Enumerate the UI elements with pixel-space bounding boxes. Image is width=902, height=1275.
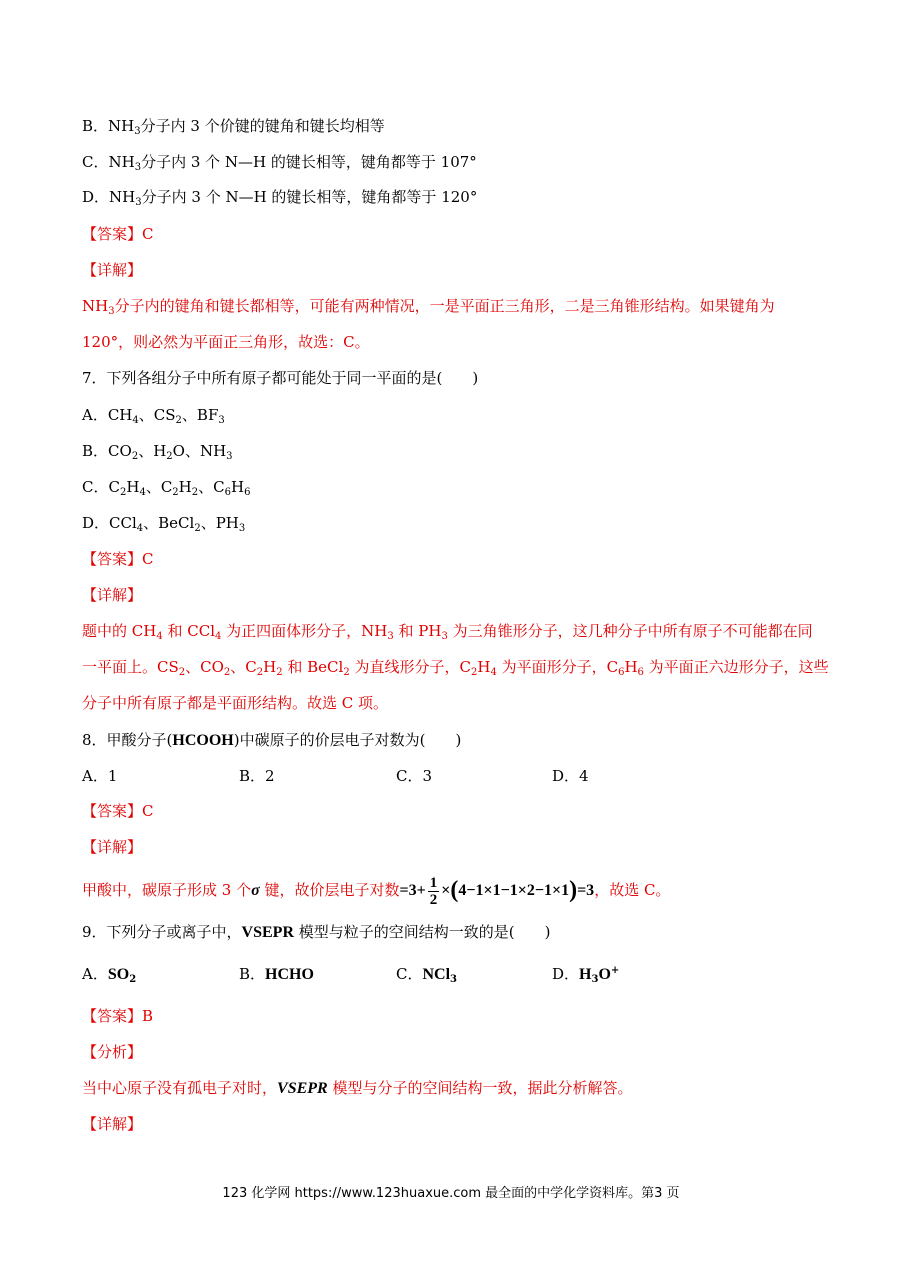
q9-option-d: D．$H_3O^+$ [552,965,620,985]
q9-option-c: C．NCl$_3$ [396,965,458,985]
q7-stem: 7．下列各组分子中所有原子都可能处于同一平面的是( ) [82,369,479,387]
q7-detail-line3: 分子中所有原子都是平面形结构。故选 C 项。 [82,694,389,712]
q7-option-a: A．$CH_4$、$CS_2$、$BF_3$ [82,406,225,426]
q9-option-a: A．$SO_2$ [82,965,137,985]
q7-option-d: D．CCl$_4$、BeCl$_2$、$PH_3$ [82,514,246,534]
q7-answer: 【答案】C [82,550,154,568]
vsepr-term: VSEPR [241,924,294,941]
q6-detail-line1: $NH_3$分子内的键角和键长都相等，可能有两种情况，一是平面正三角形，二是三角锥形结构。如果键角为 [82,297,775,317]
vsepr-term-analysis: VSEPR [277,1080,328,1097]
q6-detail-line2: 120°，则必然为平面正三角形，故选：C。 [82,333,370,351]
q8-formula: HCOOH [172,732,234,749]
q7-option-b: B．$CO_2$、$H_2O$、$NH_3$ [82,442,233,462]
q9-detail-label: 【详解】 [82,1115,143,1133]
q8-detail-label: 【详解】 [82,838,143,856]
q9-analysis-line: 当中心原子没有孤电子对时，VSEPR 模型与分子的空间结构一致，据此分析解答。 [82,1079,633,1097]
q6-option-c: C．$NH_3$分子内 3 个 N—H 的键长相等，键角都等于 107° [82,153,477,173]
fraction: $\frac{1}{2}$ [429,874,438,908]
q6-option-d: D．$NH_3$分子内 3 个 N—H 的键长相等，键角都等于 120° [82,188,478,208]
page-footer: 123 化学网 https://www.123huaxue.com 最全面的中学化学资料库。第3 页 [222,1186,680,1201]
valence-equation: =3+ $\frac{1}{2}$ ×(4−1×1−1×2−1×1)=3 [399,874,595,908]
q6-detail-label: 【详解】 [82,261,143,279]
q9-stem: 9．下列分子或离子中，VSEPR 模型与粒子的空间结构一致的是( ) [82,923,551,941]
q8-stem: 8．甲酸分子(HCOOH)中碳原子的价层电子对数为( ) [82,731,462,749]
q9-answer: 【答案】B [82,1007,154,1025]
q7-option-c: C．$C_2H_4$、$C_2H_2$、$C_6H_6$ [82,478,251,498]
q8-option-a: A．1 [82,767,118,785]
q8-answer: 【答案】C [82,802,154,820]
q8-option-c: C．3 [396,767,433,785]
q6-answer: 【答案】C [82,225,154,243]
q7-detail-line1: 题中的 $CH_4$ 和 CCl$_4$ 为正四面体形分子，$NH_3$ 和 $PH_3$ 为三角锥形分子，这几种分子中所有原子不可能都在同 [82,622,813,642]
q6-option-b: B．$NH_3$分子内 3 个价键的键角和键长均相等 [82,117,385,137]
q7-detail-label: 【详解】 [82,586,143,604]
q8-option-d: D．4 [552,767,589,785]
q9-analysis-label: 【分析】 [82,1043,143,1061]
q8-detail-line: 甲酸中，碳原子形成 3 个σ 键，故价层电子对数=3+ $\frac{1}{2}$ ×(4−1×1−1×2−1×1)=3，故选 C。 [82,874,671,908]
q7-detail-line2: 一平面上。$CS_2$、$CO_2$、$C_2H_2$ 和 BeCl$_2$ 为直线形分子，$C_2H_4$ 为平面形分子，$C_6H_6$ 为平面正六边形分子，这些 [82,658,829,678]
q8-option-b: B．2 [239,767,275,785]
q9-option-b: B．HCHO [239,965,314,983]
sigma-symbol: σ [251,882,260,899]
